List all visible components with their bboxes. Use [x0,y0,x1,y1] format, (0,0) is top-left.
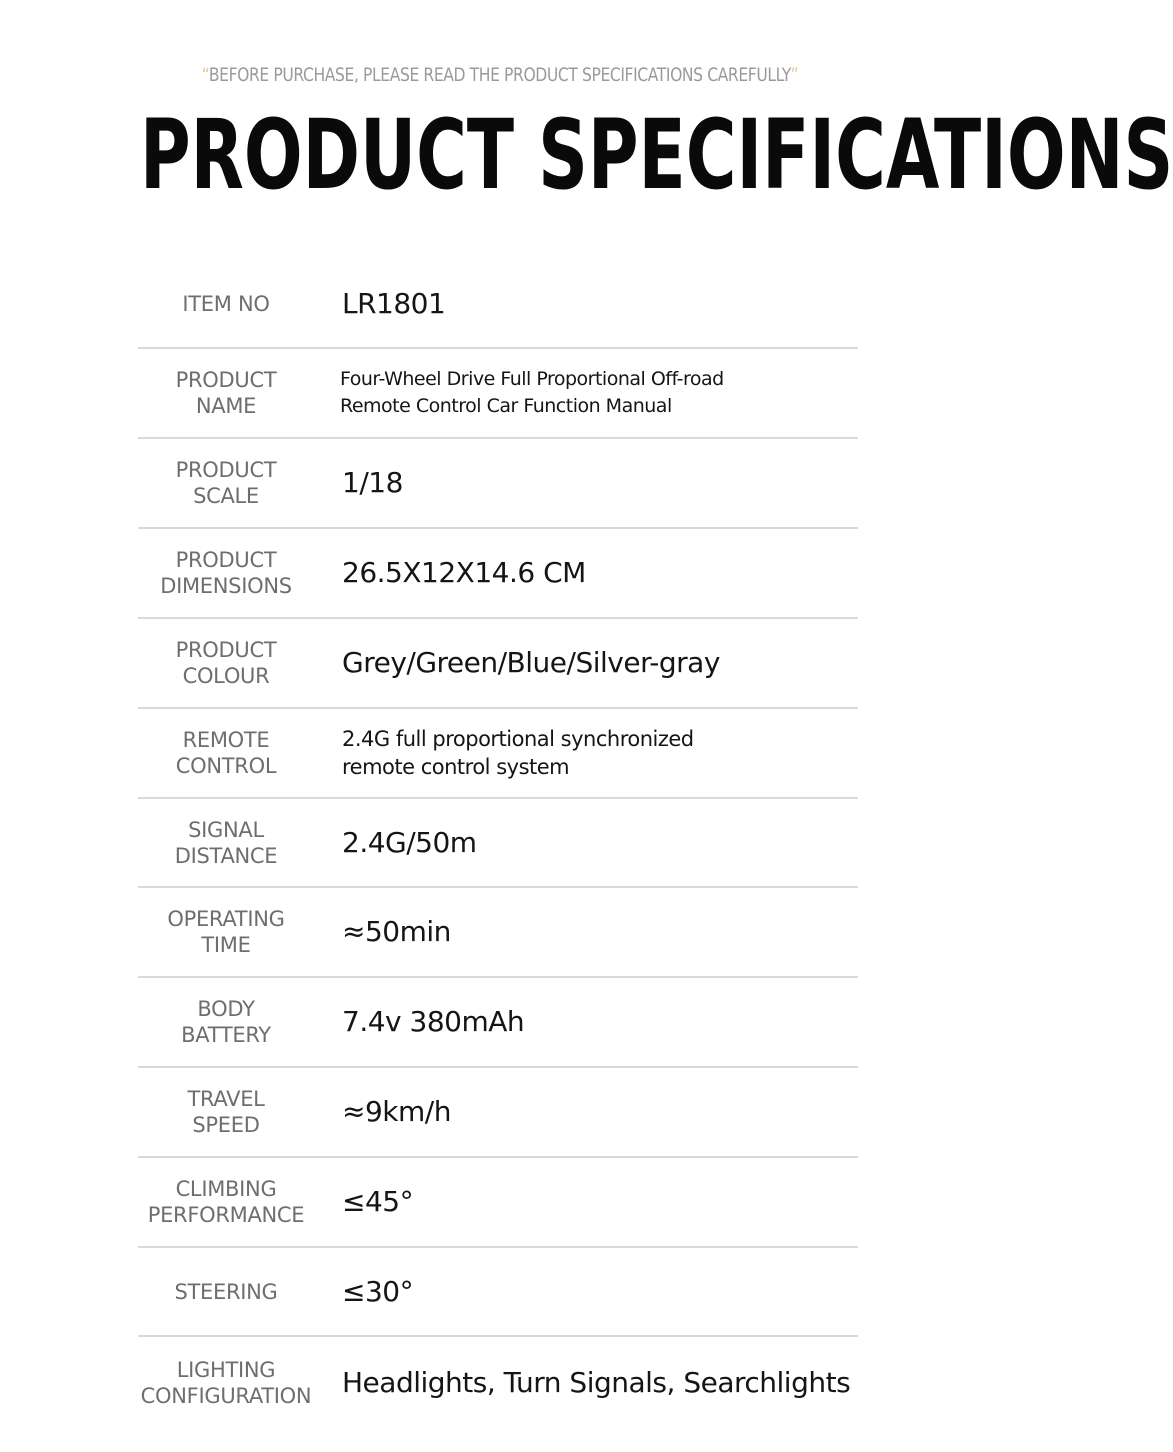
spec-row-operating-time [138,888,858,978]
spec-label: PRODUCT COLOUR [175,638,277,688]
spec-row-body-battery [138,978,858,1068]
spec-label: PRODUCT DIMENSIONS [160,548,292,598]
spec-value-line: Remote Control Car Function Manual [340,395,672,417]
spec-value: Grey/Green/Blue/Silver-gray [342,646,720,679]
spec-value-line: remote control system [342,755,570,779]
spec-label: ITEM NO [182,291,270,316]
subtitle-text: BEFORE PURCHASE, PLEASE READ THE PRODUCT SPECIFICATIONS CAREFULLY [208,64,791,86]
page-title: PRODUCT SPECIFICATIONS [140,99,1173,211]
spec-value [314,725,858,781]
spec-value: ≈50min [342,915,451,948]
spec-value-line: Four-Wheel Drive Full Proportional Off-road [340,368,724,390]
spec-row-climbing-performance [138,1158,858,1248]
close-quote: ” [790,64,799,86]
spec-label: PRODUCT NAME [175,368,277,418]
open-quote: “ [201,64,209,86]
spec-value: ≈9km/h [342,1095,451,1128]
spec-row-product-colour [138,619,858,709]
spec-row-product-dimensions [138,529,858,619]
spec-value: 2.4G/50m [342,825,477,859]
spec-value: 26.5X12X14.6 CM [342,556,586,589]
spec-label: LIGHTING CONFIGURATION [140,1358,312,1408]
spec-value: ≤45° [342,1185,414,1218]
spec-row-product-name [138,349,858,439]
spec-row-item-no [138,260,858,349]
spec-value: 1/18 [342,466,403,499]
spec-value: ≤30° [342,1274,414,1308]
spec-row-remote-control [138,709,858,799]
header-subtitle [90,64,910,86]
spec-value-line: 2.4G full proportional synchronized [342,727,694,751]
spec-row-lighting-configuration [138,1337,858,1429]
spec-label: PRODUCT SCALE [175,458,277,508]
spec-value: LR1801 [342,286,446,320]
spec-row-travel-speed [138,1068,858,1158]
spec-value [314,366,858,420]
spec-value: Headlights, Turn Signals, Searchlights [342,1366,851,1399]
spec-label: SIGNAL DISTANCE [174,817,278,868]
spec-label: STEERING [174,1279,278,1304]
spec-label: BODY BATTERY [181,997,271,1047]
spec-row-steering [138,1248,858,1337]
spec-value: 7.4v 380mAh [342,1005,525,1038]
spec-row-product-scale [138,439,858,529]
spec-row-signal-distance [138,799,858,888]
spec-label: REMOTE CONTROL [175,728,277,778]
spec-table [138,260,858,1429]
spec-label: TRAVEL SPEED [187,1087,265,1137]
spec-label: CLIMBING PERFORMANCE [147,1177,305,1227]
spec-label: OPERATING TIME [167,907,285,957]
